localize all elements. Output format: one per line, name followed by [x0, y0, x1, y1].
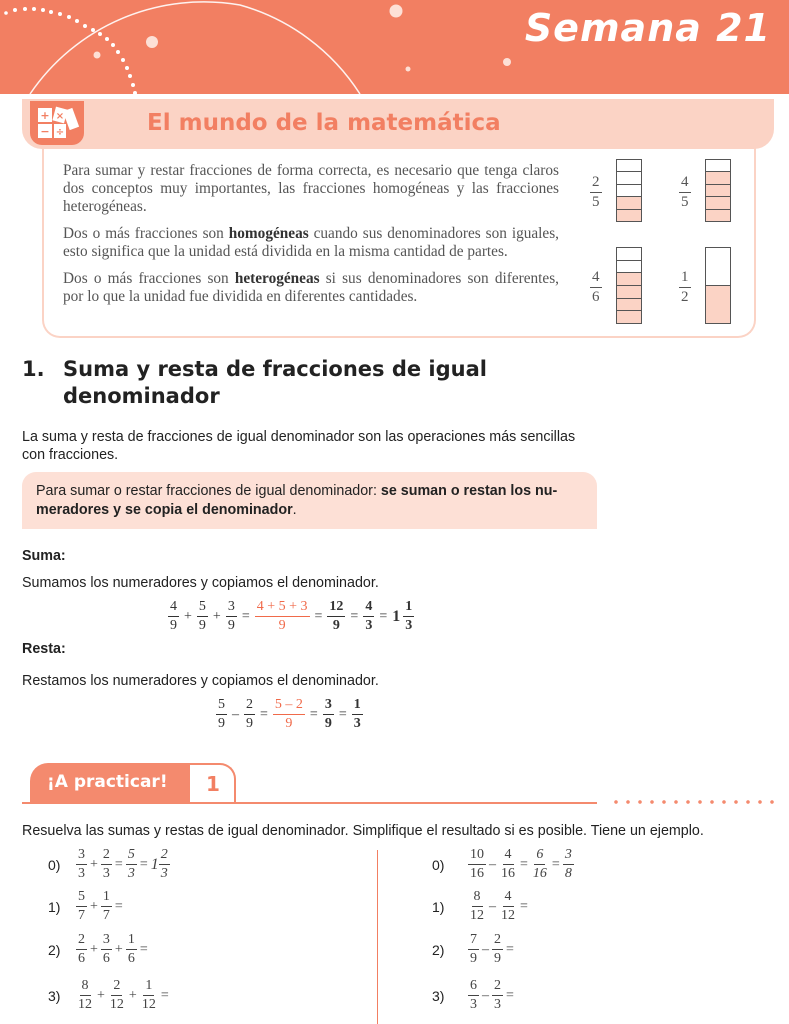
denominator: 9 — [170, 618, 177, 633]
denominator: 9 — [198, 618, 206, 633]
difference-exercise — [432, 890, 531, 923]
practice-instruction: Resuelva las sumas y restas de igual denominador. Simplifique el resultado si es posible. Tiene un ejemplo. — [22, 823, 704, 839]
plus-sign: + — [114, 941, 123, 957]
numerator: 2 — [76, 933, 87, 950]
equals-sign: = — [338, 706, 347, 722]
fraction — [140, 979, 158, 1012]
denominator: 9 — [324, 716, 332, 731]
section-title-line2: denominador — [63, 384, 220, 408]
numerator: 2 — [159, 848, 170, 865]
numerator: 1 — [679, 270, 691, 288]
denominator: 9 — [246, 716, 253, 731]
denominator: 3 — [494, 997, 501, 1012]
numerator: 4 — [503, 848, 514, 865]
text: cuando sus denominadores son iguales, esto significa que la unidad está dividida en la misma cantidad de partes. — [63, 225, 559, 260]
numerator: 4 — [590, 270, 602, 288]
exercise-index: 2) — [48, 941, 61, 958]
plus-sign: + — [90, 856, 98, 872]
mixed-whole: 1 — [150, 855, 159, 873]
numerator: 4 — [168, 600, 179, 617]
numerator: 2 — [244, 698, 255, 715]
shaded-part — [617, 310, 641, 323]
denominator: 9 — [218, 716, 225, 731]
numerator: 1 — [352, 698, 363, 715]
denominator: 9 — [494, 951, 501, 966]
text: Dos o más fracciones son — [63, 270, 235, 287]
equals-sign: = — [379, 608, 388, 624]
denominator: 3 — [470, 997, 477, 1012]
fraction — [531, 848, 549, 881]
shaded-part — [706, 285, 730, 323]
denominator: 9 — [332, 618, 340, 633]
numerator: 4 — [679, 175, 691, 193]
numerator: 3 — [563, 848, 574, 865]
fraction — [563, 848, 574, 881]
numerator: 2 — [492, 979, 503, 996]
denominator: 7 — [102, 908, 110, 923]
plus-sign: + — [184, 608, 192, 624]
mixed-whole: 1 — [392, 607, 401, 625]
suma-equation — [168, 600, 414, 633]
denominator: 3 — [160, 866, 168, 881]
denominator: 3 — [365, 618, 373, 633]
difference-exercise — [432, 848, 574, 881]
denominator: 3 — [127, 866, 135, 881]
text: Para sumar y restar fracciones de forma correcta, es necesario que tenga claros dos conceptos muy importantes, las fracciones homogéneas y las fracciones heterogéneas. — [63, 162, 559, 215]
difference-exercise — [432, 979, 517, 1012]
section-title — [22, 356, 487, 410]
figure-fraction-label — [590, 175, 602, 210]
fraction — [168, 600, 179, 633]
numerator: 4 — [363, 600, 374, 617]
denominator: 3 — [353, 716, 361, 731]
practice-divider — [22, 802, 597, 804]
svg-text:×: × — [55, 111, 65, 122]
difference-exercise — [432, 933, 517, 966]
numerator: 3 — [323, 698, 334, 715]
fraction — [363, 600, 374, 633]
term-heterogeneas: heterogéneas — [234, 270, 320, 287]
sum-exercise — [48, 848, 170, 881]
shaded-part — [617, 298, 641, 311]
numerator: 5 — [76, 890, 87, 907]
rule-text — [36, 482, 584, 520]
fraction — [468, 979, 479, 1012]
rule-after: . — [292, 502, 297, 518]
numerator: 7 — [468, 933, 479, 950]
numerator: 5 — [126, 848, 137, 865]
resta-equation — [216, 698, 363, 731]
equals-sign: = — [260, 706, 268, 722]
denominator: 3 — [405, 618, 413, 633]
figure-fraction-label — [679, 270, 691, 305]
shaded-part — [706, 171, 730, 183]
dotted-line-icon — [610, 799, 780, 805]
numerator: 2 — [101, 848, 112, 865]
figure-fraction-label — [590, 270, 602, 305]
rule-before: Para sumar o restar fracciones de igual denominador: — [36, 483, 381, 499]
numerator: 1 — [143, 979, 154, 996]
equals-sign: = — [241, 608, 250, 624]
section-intro — [22, 428, 575, 464]
sum-exercise — [48, 890, 126, 923]
empty-part — [617, 184, 641, 196]
intro-text — [63, 162, 559, 315]
exercise-index: 3) — [48, 987, 61, 1004]
term-homogeneas: homogéneas — [228, 225, 309, 242]
equals-sign: = — [139, 941, 148, 957]
minus-sign: – — [482, 987, 489, 1003]
numerator: 5 – 2 — [273, 698, 305, 715]
shaded-part — [706, 209, 730, 221]
denominator: 6 — [127, 951, 135, 966]
minus-sign: – — [482, 941, 489, 957]
plus-sign: + — [97, 987, 105, 1003]
practice-number-box — [190, 763, 236, 803]
shaded-part — [617, 272, 641, 285]
combined-fraction — [255, 600, 310, 633]
exercise-index: 3) — [432, 987, 445, 1004]
fraction — [197, 600, 208, 633]
fraction — [76, 979, 94, 1012]
denominator: 12 — [470, 908, 484, 923]
intro-paragraph — [63, 270, 559, 306]
fraction — [499, 890, 517, 923]
suma-heading: Suma: — [22, 548, 66, 564]
denominator: 8 — [564, 866, 572, 881]
equals-sign: = — [114, 898, 123, 914]
text: Dos o más fracciones son — [63, 225, 229, 242]
fraction — [492, 979, 503, 1012]
fraction — [468, 933, 479, 966]
fraction — [216, 698, 227, 731]
exercise-index: 1) — [48, 898, 61, 915]
intro-paragraph — [63, 225, 559, 261]
minus-sign: – — [232, 706, 239, 722]
equals-sign: = — [506, 987, 514, 1003]
fraction-bar — [705, 159, 731, 222]
numerator: 5 — [216, 698, 227, 715]
fraction — [403, 600, 414, 633]
fraction-bar — [616, 247, 642, 324]
equals-sign: = — [506, 941, 514, 957]
math-operations-icon — [30, 101, 84, 145]
practice-number: 1 — [206, 772, 220, 796]
fraction — [327, 600, 345, 633]
fraction-bar — [705, 247, 731, 324]
denominator: 9 — [470, 951, 477, 966]
resta-text: Restamos los numeradores y copiamos el denominador. — [22, 673, 379, 689]
empty-part — [617, 260, 641, 273]
plus-sign: + — [90, 941, 98, 957]
denominator: 3 — [78, 866, 85, 881]
shaded-part — [706, 184, 730, 196]
fraction — [323, 698, 334, 731]
numerator: 3 — [101, 933, 112, 950]
equals-sign: = — [139, 856, 148, 872]
denominator: 6 — [592, 289, 600, 305]
numerator: 3 — [76, 848, 87, 865]
fraction — [108, 979, 126, 1012]
fraction — [76, 933, 87, 966]
denominator: 9 — [227, 618, 235, 633]
fraction — [226, 600, 237, 633]
numerator: 1 — [126, 933, 137, 950]
exercise-index: 0) — [432, 856, 445, 873]
denominator: 2 — [681, 289, 689, 305]
practice-label: ¡A practicar! — [47, 772, 168, 792]
fraction — [126, 848, 137, 881]
denominator: 7 — [78, 908, 85, 923]
plus-sign: + — [212, 608, 221, 624]
equals-sign: = — [520, 898, 528, 914]
denominator: 12 — [109, 997, 124, 1012]
rule-bold: se suman o restan los nu- meradores y se copia el denominador — [36, 483, 558, 518]
denominator: 6 — [78, 951, 85, 966]
empty-part — [706, 248, 730, 285]
numerator: 3 — [226, 600, 237, 617]
section-intro-line1: La suma y resta de fracciones de igual denominador son las operaciones más sencillas — [22, 429, 576, 445]
denominator: 16 — [470, 866, 484, 881]
sum-exercise — [48, 979, 172, 1012]
numerator: 5 — [197, 600, 208, 617]
equals-sign: = — [114, 856, 123, 872]
empty-part — [617, 248, 641, 260]
numerator: 12 — [327, 600, 345, 617]
svg-text:+: + — [40, 109, 50, 122]
numerator: 6 — [534, 848, 545, 865]
numerator: 2 — [492, 933, 503, 950]
numerator: 2 — [111, 979, 122, 996]
fraction — [126, 933, 137, 966]
shaded-part — [706, 196, 730, 208]
fraction — [159, 848, 170, 881]
week-banner — [0, 0, 789, 94]
fraction — [244, 698, 255, 731]
topic-title: El mundo de la matemática — [147, 110, 501, 136]
equals-sign: = — [520, 856, 528, 872]
equals-sign: = — [350, 608, 359, 624]
plus-sign: + — [90, 898, 98, 914]
section-number: 1. — [22, 357, 45, 381]
fraction — [352, 698, 363, 731]
svg-text:÷: ÷ — [55, 127, 65, 138]
intro-paragraph — [63, 162, 559, 216]
fraction-bar — [616, 159, 642, 222]
week-label: Semana 21 — [524, 6, 771, 50]
shaded-part — [617, 209, 641, 221]
fraction — [468, 848, 486, 881]
fraction — [76, 890, 87, 923]
equals-sign: = — [309, 706, 318, 722]
numerator: 2 — [590, 175, 602, 193]
denominator: 12 — [141, 997, 156, 1012]
numerator: 10 — [468, 848, 486, 865]
minus-sign: – — [489, 898, 496, 914]
fraction — [468, 890, 486, 923]
empty-part — [617, 171, 641, 183]
denominator: 16 — [532, 866, 547, 881]
fraction — [101, 848, 112, 881]
numerator: 1 — [101, 890, 112, 907]
numerator: 8 — [472, 890, 483, 907]
fraction — [101, 890, 112, 923]
column-divider — [377, 850, 378, 1024]
plus-sign: + — [128, 987, 137, 1003]
numerator: 4 — [503, 890, 514, 907]
figure-fraction-label — [679, 175, 691, 210]
fraction — [499, 848, 517, 881]
fraction — [76, 848, 87, 881]
denominator: 16 — [501, 866, 515, 881]
shaded-part — [617, 196, 641, 208]
text: si sus denominadores son diferentes, por lo que la unidad fue dividida en diferentes cantidades. — [63, 270, 559, 305]
denominator: 12 — [78, 997, 92, 1012]
equals-sign: = — [314, 608, 323, 624]
denominator: 6 — [102, 951, 110, 966]
equals-sign: = — [160, 987, 169, 1003]
suma-text: Sumamos los numeradores y copiamos el denominador. — [22, 575, 379, 591]
combined-fraction — [273, 698, 305, 731]
shaded-part — [617, 285, 641, 298]
denominator: 12 — [501, 908, 515, 923]
denominator: 5 — [681, 194, 689, 210]
exercise-index: 0) — [48, 856, 61, 873]
numerator: 1 — [403, 600, 414, 617]
numerator: 8 — [80, 979, 91, 996]
empty-part — [617, 160, 641, 171]
sum-exercise — [48, 933, 151, 966]
exercise-index: 2) — [432, 941, 445, 958]
exercise-index: 1) — [432, 898, 445, 915]
equals-sign: = — [551, 856, 560, 872]
section-title-line1: Suma y resta de fracciones de igual — [63, 357, 487, 381]
empty-part — [706, 160, 730, 171]
svg-text:−: − — [40, 125, 50, 138]
numerator: 4 + 5 + 3 — [255, 600, 310, 617]
fraction — [101, 933, 112, 966]
numerator: 6 — [468, 979, 479, 996]
minus-sign: – — [489, 856, 496, 872]
denominator: 9 — [278, 618, 286, 633]
fraction — [492, 933, 503, 966]
section-intro-line2: con fracciones. — [22, 447, 119, 463]
denominator: 3 — [102, 866, 110, 881]
denominator: 9 — [285, 716, 293, 731]
denominator: 5 — [592, 194, 600, 210]
resta-heading: Resta: — [22, 641, 66, 657]
